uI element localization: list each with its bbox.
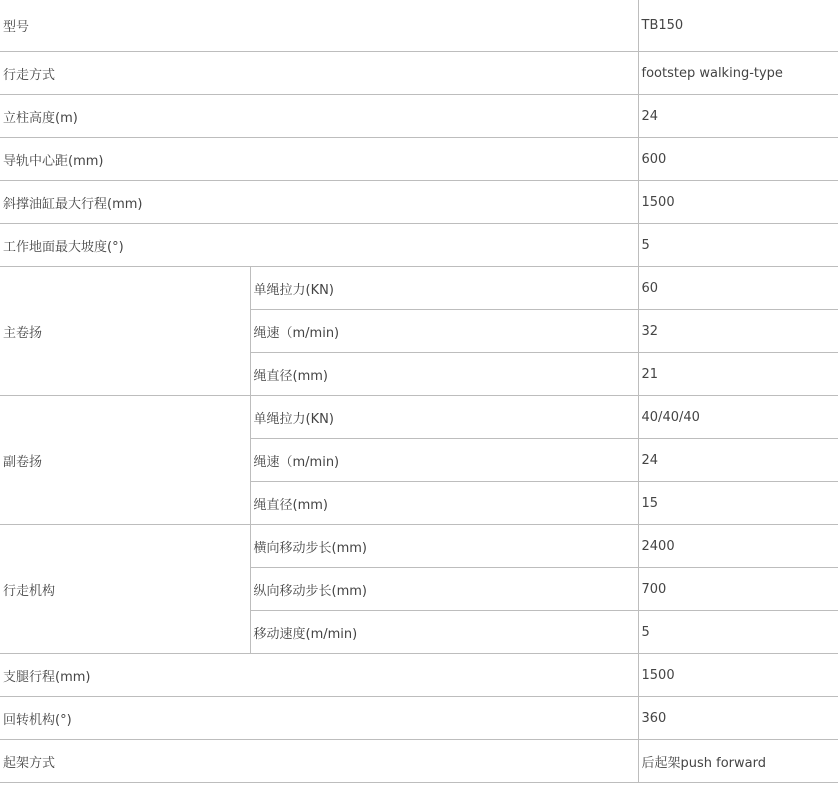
table-row-walking-mechanism: [0, 525, 838, 568]
group-label: 主卷扬: [0, 267, 250, 396]
table-row-column-height: [0, 95, 838, 138]
row-value: 60: [638, 267, 838, 310]
row-label: 型号: [0, 0, 638, 52]
table-row-model: [0, 0, 838, 52]
row-value: 5: [638, 224, 838, 267]
group-label: 副卷扬: [0, 396, 250, 525]
row-value: 15: [638, 482, 838, 525]
table-row-slewing-mechanism: [0, 697, 838, 740]
row-value: 1500: [638, 654, 838, 697]
row-label: 导轨中心距(mm): [0, 138, 638, 181]
row-value: 700: [638, 568, 838, 611]
row-value: TB150: [638, 0, 838, 52]
row-label: 支腿行程(mm): [0, 654, 638, 697]
sub-label: 移动速度(m/min): [250, 611, 638, 654]
row-value: 5: [638, 611, 838, 654]
table-row-max-ground-slope: [0, 224, 838, 267]
table-row-main-winch: [0, 267, 838, 310]
sub-label: 横向移动步长(mm): [250, 525, 638, 568]
row-label: 行走方式: [0, 52, 638, 95]
table-row-aux-winch: [0, 396, 838, 439]
table-row-erection-method: [0, 740, 838, 783]
row-value: 600: [638, 138, 838, 181]
row-value: 40/40/40: [638, 396, 838, 439]
row-label: 立柱高度(m): [0, 95, 638, 138]
row-value: 2400: [638, 525, 838, 568]
row-label: 斜撑油缸最大行程(mm): [0, 181, 638, 224]
row-value: 后起架push forward: [638, 740, 838, 783]
sub-label: 绳直径(mm): [250, 482, 638, 525]
sub-label: 绳直径(mm): [250, 353, 638, 396]
table-row-rail-center-distance: [0, 138, 838, 181]
table-row-brace-cylinder-stroke: [0, 181, 838, 224]
row-value: 32: [638, 310, 838, 353]
sub-label: 单绳拉力(KN): [250, 396, 638, 439]
table-row-travel-mode: [0, 52, 838, 95]
table-row-outrigger-stroke: [0, 654, 838, 697]
sub-label: 绳速（m/min): [250, 310, 638, 353]
row-label: 起架方式: [0, 740, 638, 783]
row-value: 24: [638, 95, 838, 138]
row-label: 回转机构(°): [0, 697, 638, 740]
row-label: 工作地面最大坡度(°): [0, 224, 638, 267]
sub-label: 绳速（m/min): [250, 439, 638, 482]
row-value: 360: [638, 697, 838, 740]
row-value: footstep walking-type: [638, 52, 838, 95]
sub-label: 单绳拉力(KN): [250, 267, 638, 310]
row-value: 21: [638, 353, 838, 396]
sub-label: 纵向移动步长(mm): [250, 568, 638, 611]
row-value: 24: [638, 439, 838, 482]
row-value: 1500: [638, 181, 838, 224]
group-label: 行走机构: [0, 525, 250, 654]
